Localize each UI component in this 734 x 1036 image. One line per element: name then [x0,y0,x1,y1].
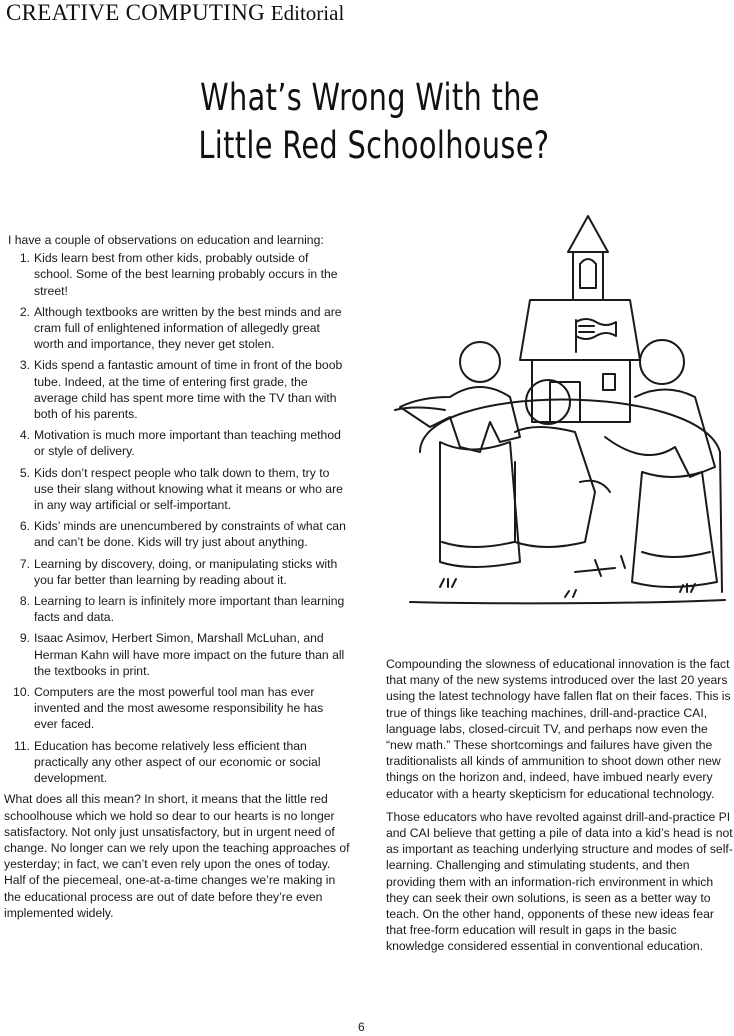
item-text: Kids’ minds are unencumbered by constraints of what can and can’t be done. Kids will try just about anything. [34,519,346,550]
item-text: Learning to learn is infinitely more important than learning facts and data. [34,594,345,625]
item-number: 5. [19,465,30,480]
page-number: 6 [358,1020,365,1034]
masthead [6,0,344,26]
item-text: Kids spend a fantastic amount of time in front of the boob tube. Indeed, at the time of entering first grade, the average child has spent more time with the TV than with both of his parents. [34,358,343,422]
section-name: Editorial [270,1,345,25]
child-head-icon [640,340,684,384]
item-text: Education has become relatively less efficient than practically any other aspect of our economic or social development. [34,738,321,786]
list-item [4,593,350,625]
publication-name: CREATIVE COMPUTING [6,0,266,25]
list-item [4,427,350,459]
headline-line-2: Little Red Schoolhouse? [198,124,550,167]
item-number: 4. [19,428,30,443]
item-text: Learning by discovery, doing, or manipulating sticks with you far better than learning by reading about it. [34,556,338,587]
list-item [4,304,350,353]
paragraph: Those educators who have revolted against drill-and-practice PI and CAI believe that getting a pile of data into a kid’s head is not as important as teaching underlying structure and modes of self-learning. Challenging and stimulating students, and then providing them with an information-rich environment in which they can seek their own solutions, is seen as a better way to teach. On the other hand, opponents of these new ideas fear that free-form education will result in gaps in the basic knowledge considered essential in conventional education. [386,809,733,954]
item-number: 7. [19,556,30,571]
article-headline [198,74,550,170]
list-item [4,250,350,299]
item-number: 6. [19,519,30,534]
roof-icon [520,300,640,360]
list-item [4,518,350,550]
list-item [4,556,350,588]
right-column [386,656,734,962]
item-text: Isaac Asimov, Herbert Simon, Marshall McLuhan, and Herman Kahn will have more impact on the future than all the textbooks in print. [34,631,345,678]
toy-airplane-icon [575,556,625,576]
item-text: Kids learn best from other kids, probably outside of school. Some of the best learning probably occurs in the street! [34,251,338,298]
item-text: Kids don’t respect people who talk down to them, try to use their slang without knowing what it means or who are in any way artificial or self-important. [34,465,343,513]
item-text: Although textbooks are written by the best minds and are cram full of enlightened information of allegedly great worth and importance, they never get stolen. [34,304,342,352]
item-text: Computers are the most powerful tool man has ever invented and the most awesome responsibility he has ever faced. [34,685,324,732]
list-item [4,630,350,679]
child-head-icon [460,342,500,382]
list-item [4,465,350,514]
item-number: 10. [13,685,30,700]
item-number: 8. [19,594,30,609]
ground-line [410,600,725,603]
left-column [4,232,350,921]
list-item [4,738,350,787]
observations-list [4,250,350,786]
list-item [4,357,350,422]
item-number: 1. [19,251,30,266]
intro-text: I have a couple of observations on education and learning: [8,233,324,247]
closing-paragraph: What does all this mean? In short, it means that the little red schoolhouse which we hold so dear to our hearts is no longer satisfactory. Not only just unsatisfactory, but in urgent need of change. No longer can we rely upon the teaching approaches of yesterday; in fact, we can’t even rely upon the ones of today. Half of the piecemeal, one-at-a-time changes we’re making in the educational process are out of date before they’re even implemented widely. [4,792,350,920]
schoolhouse-children-illustration [380,212,734,612]
item-number: 9. [19,631,30,646]
item-text: Motivation is much more important than teaching method or style of delivery. [34,428,341,459]
steeple-icon [568,216,608,252]
item-number: 11. [13,738,30,753]
list-item [4,684,350,733]
item-number: 2. [19,304,30,319]
headline-line-1: What’s Wrong With the [200,76,540,119]
item-number: 3. [19,358,30,373]
paragraph: Compounding the slowness of educational innovation is the fact that many of the new systems introduced over the last 20 years using the latest technology have fallen flat on their faces. This is true of things like teaching machines, drill-and-practice CAI, language labs, closed-circuit TV, and perhaps now even the “new math.” These shortcomings and failures have given the traditionalists all kinds of ammunition to shoot down other new things on the horizon and, indeed, have imbued nearly every educator with a hearty skepticism for educational technology. [386,657,731,801]
